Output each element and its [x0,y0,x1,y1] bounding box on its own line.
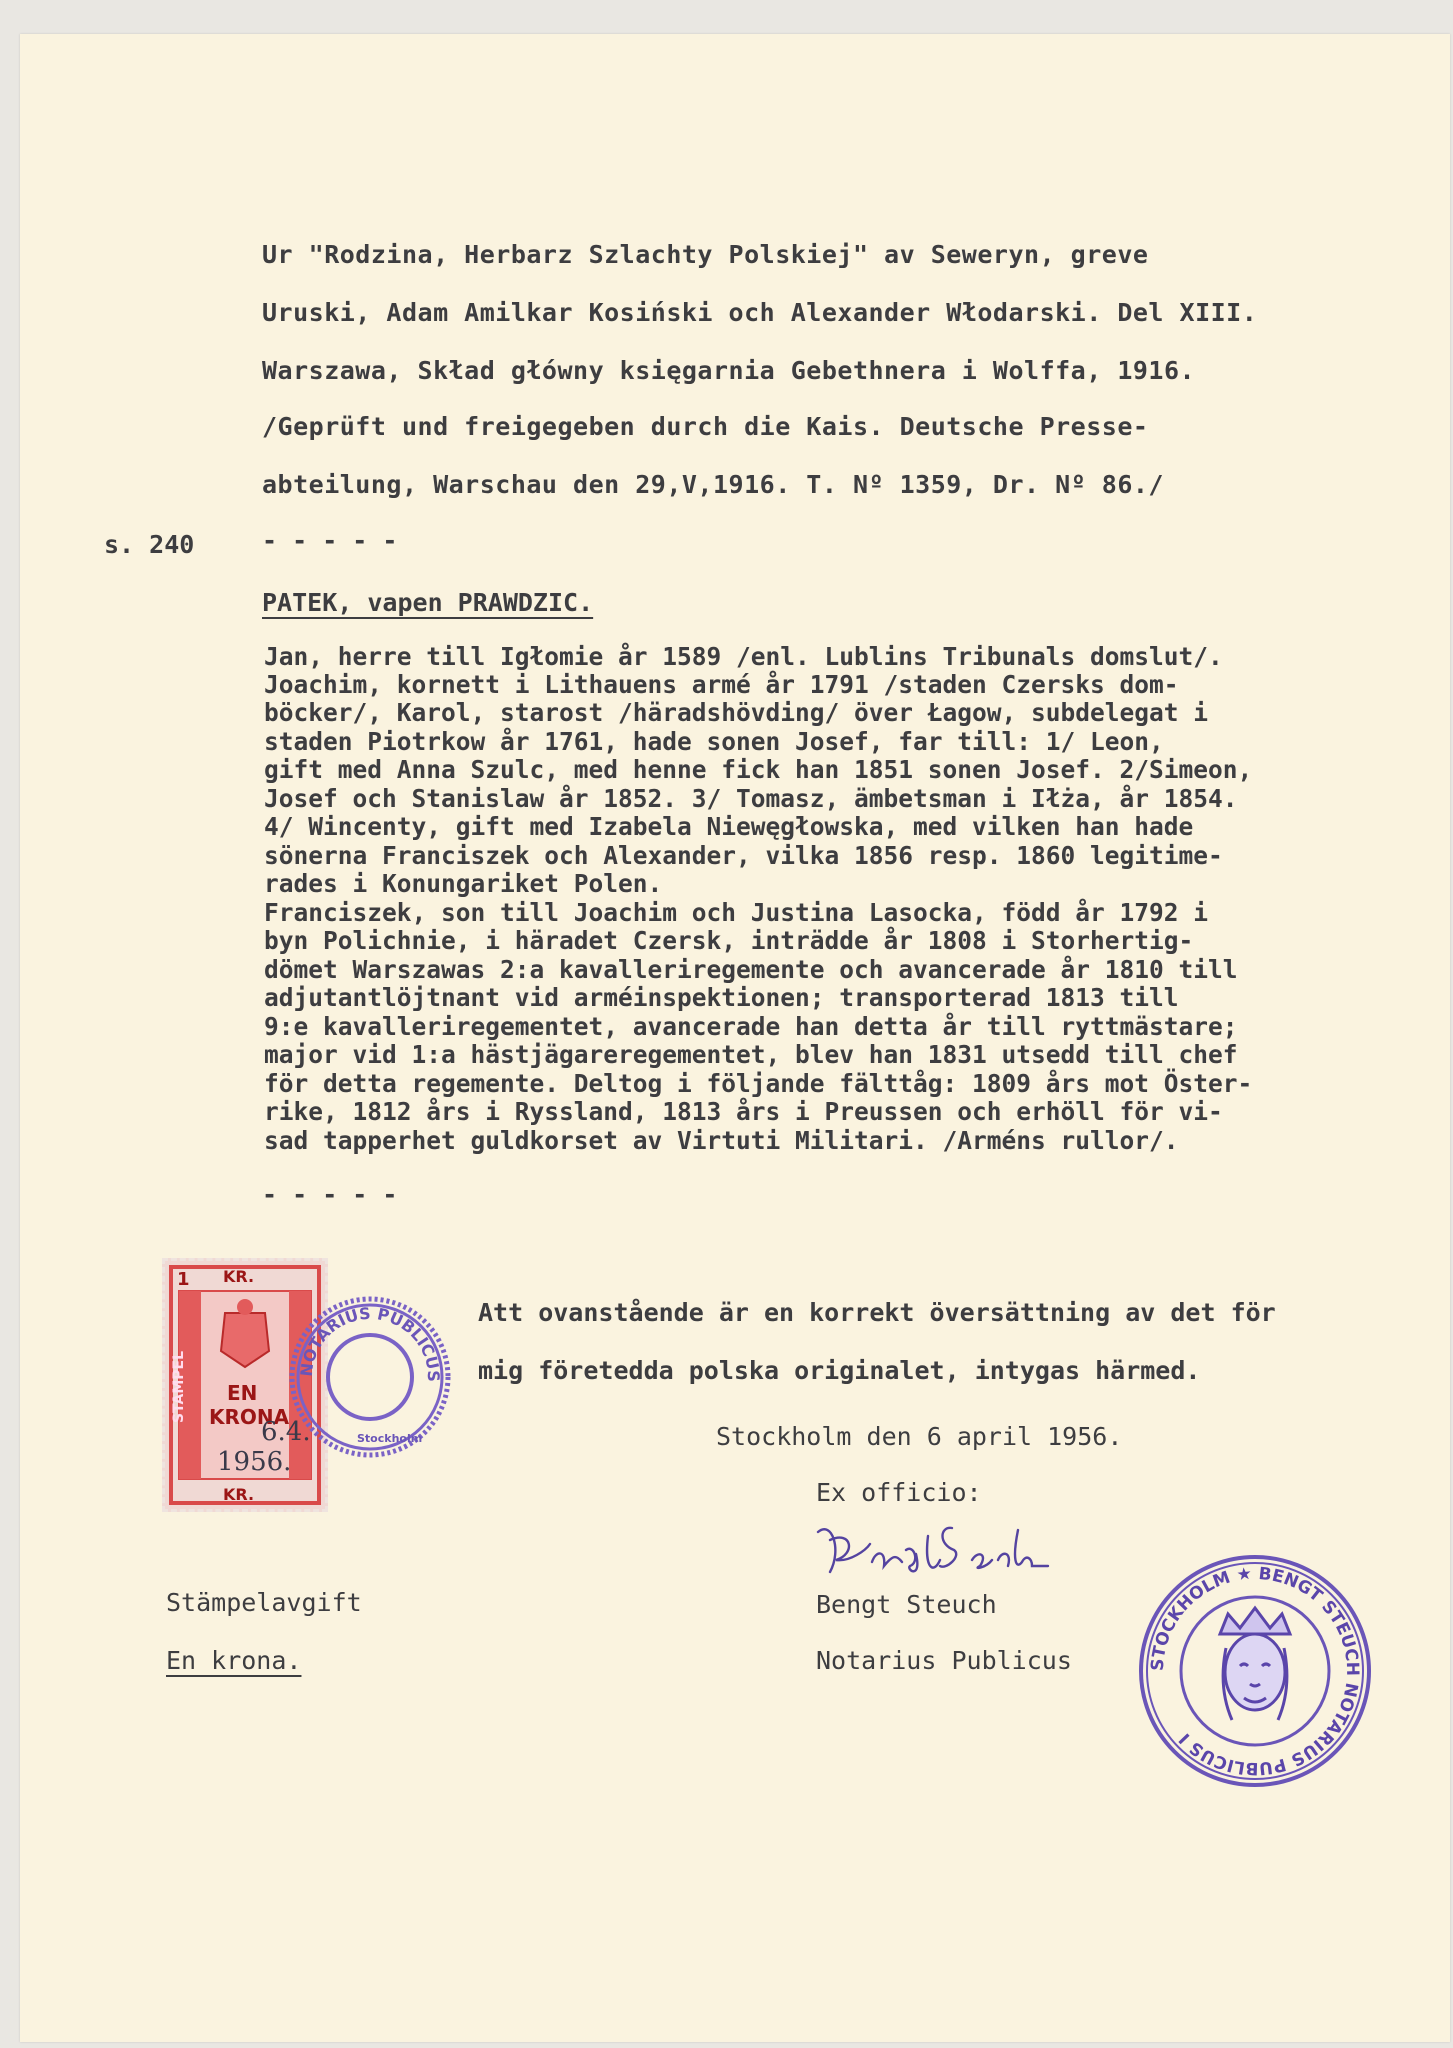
small-notary-seal [285,1292,455,1462]
ex-officio-label: Ex officio: [816,1478,982,1507]
body-line: dömet Warszawas 2:a kavalleriregemente och avancerade år 1810 till [264,955,1238,984]
notary-title: Notarius Publicus [816,1646,1072,1675]
stamp-numeral: 1 [177,1269,190,1290]
citation-line-1: Ur "Rodzina, Herbarz Szlachty Polskiej" av Seweryn, greve [262,240,1149,269]
stamp-denomination-top: KR. [223,1267,255,1286]
stamp-handwritten-date: 6.4. [261,1417,311,1447]
large-notary-seal [1132,1548,1378,1794]
notary-name: Bengt Steuch [816,1590,997,1619]
body-line: adjutantlöjtnant vid arméinspektionen; transporterad 1813 till [264,983,1179,1012]
body-line: Joachim, kornett i Lithauens armé år 1791 /staden Czersks dom- [264,670,1179,699]
large-seal-ring-text: STOCKHOLM ★ BENGT STEUCH NOTARIUS PUBLICUS I [1147,1563,1363,1779]
body-line: 9:e kavalleriregementet, avancerade han detta år till ryttmästare; [264,1012,1238,1041]
place-and-date: Stockholm den 6 april 1956. [716,1422,1123,1451]
stamp-denomination-bottom: KR. [223,1485,255,1504]
body-line: rades i Konungariket Polen. [264,869,663,898]
body-line: Jan, herre till Igłomie år 1589 /enl. Lublins Tribunals domslut/. [264,642,1223,671]
handwritten-signature [812,1510,1052,1602]
stamp-line-en: EN [227,1381,258,1405]
body-line: staden Piotrkow år 1761, hade sonen Josef, far till: 1/ Leon, [264,727,1164,756]
body-line: sad tapperhet guldkorset av Virtuti Militari. /Arméns rullor/. [264,1126,1179,1155]
body-line: 4/ Wincenty, gift med Izabela Niewęgłowska, med vilken han hade [264,812,1194,841]
certification-line-1: Att ovanstående är en korrekt översättning av det för [478,1298,1276,1327]
citation-line-4: /Geprüft und freigegeben durch die Kais. Deutsche Presse- [262,412,1149,441]
certification-line-2: mig företedda polska originalet, intygas härmed. [478,1356,1201,1385]
body-line: Franciszek, son till Joachim och Justina Lasocka, född år 1792 i [264,898,1209,927]
crowned-head-emblem [1220,1608,1290,1720]
body-line: byn Polichnie, i häradet Czersk, inträdde år 1808 i Storhertig- [264,926,1194,955]
separator-bottom: - - - - - [262,1180,398,1209]
separator-top: - - - - - [262,526,398,555]
citation-line-3: Warszawa, Skład główny księgarnia Gebethnera i Wolffa, 1916. [262,356,1196,385]
body-line: sönerna Franciszek och Alexander, vilka 1856 resp. 1860 legitime- [264,841,1223,870]
body-line: rike, 1812 års i Ryssland, 1813 års i Preussen och erhöll för vi- [264,1097,1223,1126]
stamp-line-krona: KRONA [209,1405,290,1429]
body-line: major vid 1:a hästjägareregementet, blev han 1831 utsedd till chef [264,1040,1238,1069]
fee-label: Stämpelavgift [166,1588,362,1617]
body-line: Josef och Stanislaw år 1852. 3/ Tomasz, ämbetsman i Iłża, år 1854. [264,784,1238,813]
citation-line-5: abteilung, Warschau den 29,V,1916. T. Nº 1359, Dr. Nº 86./ [262,470,1164,499]
stamp-handwritten-year: 1956. [217,1447,292,1477]
signature-stroke [812,1510,1052,1590]
page-reference: s. 240 [104,530,195,559]
body-line: gift med Anna Szulc, med henne fick han 1851 sonen Josef. 2/Simeon, [264,755,1253,784]
body-line: för detta regemente. Deltog i följande fälttåg: 1809 års mot Öster- [264,1069,1253,1098]
entry-title: PATEK, vapen PRAWDZIC. [262,588,594,617]
fee-amount: En krona. [166,1646,302,1675]
small-seal-city: Stockholm [357,1432,423,1445]
stamp-side-text: STAMPEL [171,1350,188,1424]
citation-line-2: Uruski, Adam Amilkar Kosiński och Alexander Włodarski. Del XIII. [262,298,1258,327]
small-seal-ring-text: NOTARIUS PUBLICUS [296,1303,444,1382]
body-line: böcker/, Karol, starost /häradshövding/ över Łagow, subdelegat i [264,698,1209,727]
